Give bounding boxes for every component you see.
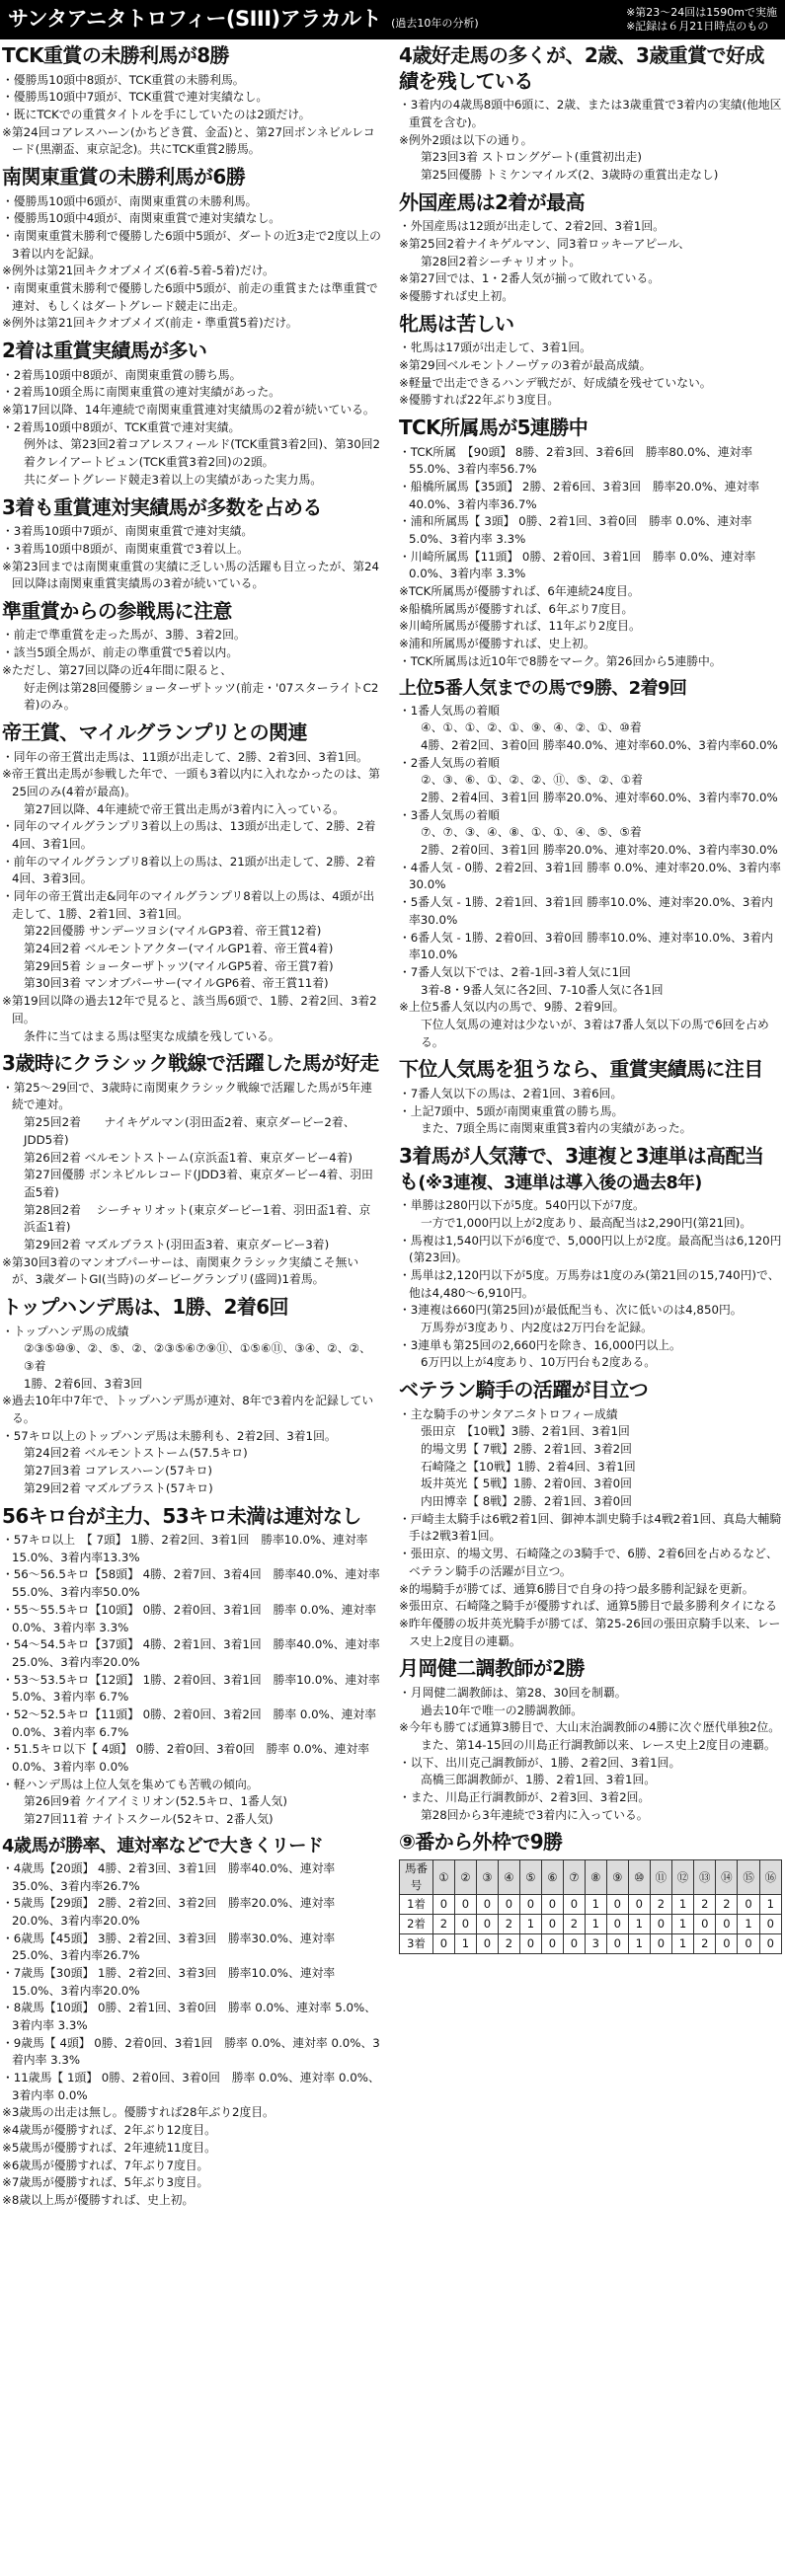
section [399, 190, 782, 306]
section-item: ※3歳馬の出走は無し。優勝すれば28年ぶり2度目。 [2, 2105, 275, 2120]
section-item: ※TCK所属馬が優勝すれば、6年連続24度目。 [399, 584, 640, 599]
section-item: ※船橋所属馬が優勝すれば、6年ぶり7度目。 [399, 601, 634, 616]
section-item: ・以下、出川克己調教師が、1勝、2着2回、3着1回。 [399, 1755, 681, 1770]
section-heading [2, 495, 381, 521]
gate-table-cell: 0 [650, 1915, 671, 1934]
section-item: 一方で1,000円以上が2度あり、最高配当は2,290円(第21回)。 [421, 1215, 752, 1230]
gate-table-cell: 0 [716, 1934, 738, 1954]
section-item: 第27回優勝 ボンネビルレコード(JDD3着、東京ダービー4着、羽田盃5着) [24, 1168, 373, 1199]
gate-table-cell: 0 [563, 1934, 585, 1954]
gate-table-cell: 2 [498, 1915, 519, 1934]
section-item: ・上記7頭中、5頭が南関東重賞の勝ち馬。 [399, 1103, 624, 1118]
section [399, 1378, 782, 1650]
section-item: 坂井英光【 5戦】1勝、2着0回、3着0回 [421, 1477, 632, 1491]
section-heading-text: 4歳馬が勝率、連対率などで大きくリード [2, 1835, 324, 1856]
section-item: 第23回3着 ストロングゲート(重賞初出走) [421, 150, 642, 165]
section-heading-text: 3歳時にクラシック戦線で活躍した馬が好走 [2, 1051, 379, 1076]
section [399, 677, 782, 1052]
section [2, 495, 381, 593]
gate-number-header: ⑨ [606, 1859, 628, 1895]
section-item: ・3着馬10頭中8頭が、南関東重賞で3着以上。 [2, 541, 249, 556]
section-item: 下位人気馬の連対は少ないが、3着は7番人気以下の馬で6回を占める。 [421, 1017, 769, 1049]
gate-number-header: ④ [498, 1859, 519, 1895]
section-item: ・5番人気 - 1勝、2着1回、3着1回 勝率10.0%、連対率20.0%、3着内率30.0% [399, 895, 773, 927]
gate-table-cell: 0 [498, 1895, 519, 1915]
section-item: ・3番人気馬の着順 [399, 807, 500, 822]
gate-table-cell: 0 [476, 1895, 498, 1915]
section-item: ②③⑤⑩⑨、②、⑤、②、②③⑤⑥⑦⑨⑪、①⑤⑥⑪、③④、②、②、③着 [24, 1341, 371, 1373]
gate-table-cell: 2 [650, 1895, 671, 1915]
gate-table-cell: 1 [671, 1895, 693, 1915]
gate-number-header: ⑫ [671, 1859, 693, 1895]
section-heading [399, 1656, 782, 1682]
section-item: ・戸崎圭太騎手は6戦2着1回、御神本訓史騎手は4戦2着1回、真島大輔騎手は2戦3着1回。 [399, 1511, 782, 1544]
section-item: 高橋三郎調教師が、1勝、2着1回、3着1回。 [421, 1773, 657, 1787]
section [2, 1295, 381, 1497]
section-item: ・6歳馬【45頭】 3勝、2着2回、3着3回 勝率30.0%、連対率25.0%、3着内率26.7% [2, 1931, 336, 1963]
section-item: ・9歳馬【 4頭】 0勝、2着0回、3着1回 勝率 0.0%、連対率 0.0%、3着内率 3.3% [2, 2035, 380, 2068]
section-item: ・53～53.5キロ【12頭】 1勝、2着0回、3着1回 勝率10.0%、連対率 5.0%、3着内率 6.7% [2, 1672, 380, 1705]
section-item: ※軽量で出走できるハンデ戦だが、好成績を残せていない。 [399, 375, 712, 390]
section-heading-text: 準重賞からの参戦馬に注意 [2, 598, 232, 623]
section-heading [399, 677, 782, 700]
section-item: ・6番人気 - 1勝、2着0回、3着0回 勝率10.0%、連対率10.0%、3着内率10.0% [399, 930, 773, 962]
section [2, 599, 381, 715]
section-item: ・3着内の4歳馬8頭中6頭に、2歳、または3歳重賞で3着内の実績(他地区重賞を含む)。 [399, 98, 782, 129]
gate-table-cell: 0 [541, 1934, 563, 1954]
section-item: ※浦和所属馬が優勝すれば、史上初。 [399, 637, 595, 651]
section-item: ・トップハンデ馬の成績 [2, 1324, 129, 1338]
section-item: ・優勝馬10頭中7頭が、TCK重賞で連対実績なし。 [2, 90, 269, 105]
gate-table-cell: 0 [454, 1915, 476, 1934]
section [399, 43, 782, 185]
section-heading-text: 月岡健二調教師が2勝 [399, 1656, 585, 1681]
gate-section [399, 1830, 782, 1954]
section-heading [2, 165, 381, 190]
gate-table-cell: 0 [738, 1895, 759, 1915]
gate-table-cell: 1 [671, 1934, 693, 1954]
gate-table-cell: 1 [738, 1915, 759, 1934]
gate-table-cell: 0 [716, 1915, 738, 1934]
gate-table-cell: 0 [606, 1934, 628, 1954]
section-item: ※例外は第21回キクオブメイズ(6着-5着-5着)だけ。 [2, 264, 275, 278]
section-item: ・57キロ以上のトップハンデ馬は未勝利も、2着2回、3着1回。 [2, 1428, 337, 1443]
section-item: 第22回優勝 サンデーツヨシ(マイルGP3着、帝王賞12着) [24, 924, 322, 939]
section-item: 第26回9着 ケイアイミリオン(52.5キロ、1番人気) [24, 1794, 287, 1809]
gate-number-header: ⑯ [759, 1859, 781, 1895]
section-heading [399, 312, 782, 338]
section [2, 720, 381, 1045]
section-item: 第28回から3年連続で3着内に入っている。 [421, 1807, 649, 1822]
gate-table-cell: 0 [759, 1934, 781, 1954]
section-heading-text: 2着は重賞実績馬が多い [2, 339, 207, 363]
gate-number-header: ③ [476, 1859, 498, 1895]
section-item: 第28回2着シーチャリオット。 [421, 254, 582, 268]
section-item: ※4歳馬が優勝すれば、2年ぶり12度目。 [2, 2123, 216, 2138]
section-item: 2勝、2着4回、3着1回 勝率20.0%、連対率60.0%、3着内率70.0% [421, 791, 778, 804]
section-item: 第26回2着 ベルモントストーム(京浜盃1着、東京ダービー4着) [24, 1150, 353, 1165]
section-item: ・TCK所属 【90頭】 8勝、2着3回、3着6回 勝率80.0%、連対率55.0%、3着内率56.7% [399, 444, 753, 477]
section-item: また、7頭全馬に南関東重賞3着内の実績があった。 [421, 1121, 692, 1136]
section-item: ・船橋所属馬【35頭】 2勝、2着6回、3着3回 勝率20.0%、連対率40.0%、3着内率36.7% [399, 479, 760, 511]
header-notes [626, 6, 777, 35]
section-item: ・主な騎手のサンタアニタトロフィー成績 [399, 1406, 618, 1421]
gate-table-cell: 1 [454, 1934, 476, 1954]
section-item: ②、③、⑥、①、②、②、⑪、⑤、②、①着 [421, 773, 643, 788]
section-heading-text: 南関東重賞の未勝利馬が6勝 [2, 165, 246, 189]
section-item: 内田博幸【 8戦】2勝、2着1回、3着0回 [421, 1494, 632, 1509]
section-item: ・54～54.5キロ【37頭】 4勝、2着1回、3着1回 勝率40.0%、連対率25.0%、3着内率20.0% [2, 1637, 380, 1669]
section-item: ・浦和所属馬【 3頭】 0勝、2着1回、3着0回 勝率 0.0%、連対率 5.0%、3着内率 3.3% [399, 514, 752, 547]
section-item: ・同年の帝王賞出走&同年のマイルグランプリ8着以上の馬は、4頭が出走して、1勝、2着1回、3着1回。 [2, 889, 375, 921]
section [399, 416, 782, 671]
gate-table-cell: 0 [454, 1895, 476, 1915]
gate-table-cell: 3 [585, 1934, 606, 1954]
gate-table-header-row [400, 1859, 782, 1895]
section-item: ・52～52.5キロ【11頭】 0勝、2着0回、3着2回 勝率 0.0%、連対率 0.0%、3着内率 6.7% [2, 1706, 377, 1739]
gate-row-label: 3着 [400, 1934, 433, 1954]
section [399, 312, 782, 410]
section-item: 第27回以降、4年連続で帝王賞出走馬が3着内に入っている。 [24, 801, 345, 816]
section-item: ※例外は第21回キクオブメイズ(前走・準重賞5着)だけ。 [2, 316, 298, 331]
gate-table-cell: 0 [432, 1934, 454, 1954]
gate-number-header: ⑥ [541, 1859, 563, 1895]
section-heading [399, 1057, 782, 1083]
section-heading [2, 339, 381, 364]
page-subtitle: (過去10年の分析) [391, 16, 479, 30]
gate-table-cell: 1 [628, 1915, 650, 1934]
gate-table-cell: 0 [541, 1915, 563, 1934]
section-heading [2, 720, 381, 746]
section-item: ・同年の帝王賞出走馬は、11頭が出走して、2勝、2着3回、3着1回。 [2, 749, 368, 764]
section-heading-text: 下位人気馬を狙うなら、重賞実績馬に注目 [399, 1057, 763, 1082]
section-item: ※7歳馬が優勝すれば、5年ぶり3度目。 [2, 2175, 209, 2190]
section-item: ※上位5番人気以内の馬で、9勝、2着9回。 [399, 1000, 625, 1015]
section-item: ・11歳馬【 1頭】 0勝、2着0回、3着0回 勝率 0.0%、連対率 0.0%、3着内率 0.0% [2, 2071, 380, 2102]
section-item: ・また、川島正行調教師が、2着3回、3着2回。 [399, 1789, 651, 1804]
gate-table-cell: 0 [694, 1915, 716, 1934]
section-item: 第24回2着 ベルモントアクター(マイルGP1着、帝王賞4着) [24, 942, 334, 956]
section-heading-note: (※3連複、3連単は導入後の過去8年) [418, 1173, 702, 1193]
section-item: ・3着馬10頭中7頭が、南関東重賞で連対実績。 [2, 524, 254, 539]
gate-number-header: ⑭ [716, 1859, 738, 1895]
section-item: ・51.5キロ以下【 4頭】 0勝、2着0回、3着0回 勝率 0.0%、連対率 0.0%、3着内率 0.0% [2, 1742, 370, 1775]
section-item: ・7番人気以下では、2着-1回-3着人気に1回 [399, 964, 631, 979]
section-heading: ⑨番から外枠で9勝 [399, 1830, 563, 1855]
section-heading [2, 43, 381, 69]
section-item: ・前年のマイルグランプリ8着以上の馬は、21頭が出走して、2勝、2着4回、3着3回。 [2, 854, 376, 886]
gate-table-cell: 1 [585, 1915, 606, 1934]
gate-table [399, 1859, 782, 1955]
gate-table-cell: 2 [498, 1934, 519, 1954]
section-heading-text: 3着馬が人気薄で、3連複と3連単は高配当も [399, 1143, 764, 1193]
section-heading-text: TCK所属馬が5連勝中 [399, 416, 589, 439]
gate-row-label: 2着 [400, 1915, 433, 1934]
section-item: ※優勝すれば22年ぶり3度目。 [399, 393, 560, 408]
gate-table-cell: 0 [606, 1895, 628, 1915]
section [2, 1504, 381, 1829]
section-item: ・張田京、的場文男、石崎隆之の3騎手で、6勝、2着6回を占めるなど、ベテラン騎手の活躍が目立つ。 [399, 1547, 778, 1578]
section-heading [399, 43, 782, 94]
gate-table-corner: 馬番号 [400, 1859, 433, 1895]
section-item: ・単勝は280円以下が5度。540円以下が7度。 [399, 1198, 645, 1213]
section-item: 4勝、2着2回、3着0回 勝率40.0%、連対率60.0%、3着内率60.0% [421, 737, 778, 752]
section-item: また、第14-15回の川島正行調教師以来、レース史上2度目の連覇。 [421, 1737, 776, 1752]
gate-table-cell: 0 [476, 1934, 498, 1954]
section-item: ・TCK所属馬は近10年で8勝をマーク。第26回から5連勝中。 [399, 653, 722, 668]
section-heading-text: 4歳好走馬の多くが、2歳、3歳重賞で好成績を残している [399, 43, 764, 93]
section [2, 1835, 381, 2210]
section-item: 第24回2着 ベルモントストーム(57.5キロ) [24, 1446, 248, 1461]
section-item: ※昨年優勝の坂井英光騎手が勝てば、第25-26回の張田京騎手以来、レース史上2度目の連覇。 [399, 1616, 781, 1648]
right-sections [399, 43, 782, 1824]
section-heading-text: トップハンデ馬は、1勝、2着6回 [2, 1295, 288, 1320]
section-item: ※6歳馬が優勝すれば、7年ぶり7度目。 [2, 2158, 209, 2172]
section-item: ※第25回2着ナイキゲルマン、同3着ロッキーアピール、 [399, 236, 690, 251]
section-item: ・7歳馬【30頭】 1勝、2着2回、3着3回 勝率10.0%、連対率15.0%、3着内率20.0% [2, 1965, 336, 1998]
gate-table-cell: 1 [759, 1895, 781, 1915]
section-item: ・第25～29回で、3歳時に南関東クラシック戦線で活躍した馬が5年連続で連対。 [2, 1080, 372, 1112]
section-item: ※過去10年中7年で、トップハンデ馬が連対、8年で3着内を記録している。 [2, 1394, 374, 1426]
section-heading-text: 牝馬は苦しい [399, 311, 514, 336]
section-heading [2, 1504, 381, 1530]
title-banner [0, 0, 785, 39]
gate-table-body [400, 1895, 782, 1954]
section-item: ・2着馬10頭全馬に南関東重賞の連対実績があった。 [2, 385, 280, 400]
section-item: ・月岡健二調教師は、第28、30回を制覇。 [399, 1685, 627, 1700]
gate-table-cell: 0 [650, 1934, 671, 1954]
section-item: ・4歳馬【20頭】 4勝、2着3回、3着1回 勝率40.0%、連対率35.0%、3着内率26.7% [2, 1860, 336, 1893]
page-title: サンタアニタトロフィー(SIII)アラカルト [8, 7, 382, 32]
gate-table-cell: 2 [694, 1895, 716, 1915]
gate-number-header: ⑦ [563, 1859, 585, 1895]
section-item: ・優勝馬10頭中6頭が、南関東重賞の未勝利馬。 [2, 193, 258, 208]
section-item: ※帝王賞出走馬が参戦した年で、一頭も3着以内に入れなかったのは、第25回のみ(4着が最高)。 [2, 767, 380, 798]
section-item: 共にダートグレード競走3着以上の実績があった実力馬。 [24, 472, 323, 487]
section-item: ※第30回3着のマンオブパーサーは、南関東クラシック実績こそ無いが、3歳ダートGⅠ(当時)のダービーグランプリ(盛岡)1着馬。 [2, 1254, 359, 1287]
section-item: 6万円以上が4度あり、10万円台も2度ある。 [421, 1355, 657, 1370]
section-item: ※第29回ベルモントノーヴァの3着が最高成績。 [399, 357, 652, 372]
gate-number-header: ⑧ [585, 1859, 606, 1895]
section-item: ※第24回コアレスハーン(かちどき賞、金盃)と、第27回ボンネビルレコード(黒潮盃、東京記念)。共にTCK重賞2勝馬。 [2, 124, 375, 157]
section-item: ・2着馬10頭中8頭が、TCK重賞で連対実績。 [2, 419, 241, 434]
section-item: ・川崎所属馬【11頭】 0勝、2着0回、3着1回 勝率 0.0%、連対率 0.0%、3着内率 3.3% [399, 549, 756, 581]
gate-table-cell: 0 [563, 1895, 585, 1915]
section-item: ・7番人気以下の馬は、2着1回、3着6回。 [399, 1086, 623, 1100]
gate-number-header: ⑩ [628, 1859, 650, 1895]
section-item: 石崎隆之【10戦】1勝、2着4回、3着1回 [421, 1459, 636, 1474]
gate-table-cell: 0 [606, 1915, 628, 1934]
section-item: ・同年のマイルグランプリ3着以上の馬は、13頭が出走して、2勝、2着4回、3着1回。 [2, 819, 376, 851]
section-heading [2, 599, 381, 625]
gate-table-cell: 1 [628, 1934, 650, 1954]
section-item: 第27回3着 コアレスハーン(57キロ) [24, 1464, 212, 1478]
section-heading [2, 1295, 381, 1321]
section-item: ※的場騎手が勝てば、通算6勝目で自身の持つ最多勝利記録を更新。 [399, 1581, 754, 1596]
section-item: ※ただし、第27回以降の近4年間に限ると、 [2, 662, 232, 677]
gate-table-cell: 0 [519, 1934, 541, 1954]
gate-table-cell: 2 [694, 1934, 716, 1954]
section-item: ・牝馬は17頭が出走して、3着1回。 [399, 341, 591, 355]
section-item: ・外国産馬は12頭が出走して、2着2回、3着1回。 [399, 219, 665, 234]
gate-table-cell: 2 [716, 1895, 738, 1915]
section-heading-text: TCK重賞の未勝利馬が8勝 [2, 43, 229, 67]
section-item: ④、①、①、②、①、⑨、④、②、①、⑩着 [421, 720, 642, 735]
gate-number-header: ② [454, 1859, 476, 1895]
section-item: ※優勝すれば史上初。 [399, 288, 514, 303]
section-item: ・8歳馬【10頭】 0勝、2着1回、3着0回 勝率 0.0%、連対率 5.0%、3着内率 3.3% [2, 2001, 376, 2032]
section-item: ※第17回以降、14年連続で南関東重賞連対実績馬の2着が続いている。 [2, 403, 375, 417]
section-item: 第29回5着 ショーターザトッツ(マイルGP5着、帝王賞7着) [24, 958, 334, 973]
gate-table-cell: 0 [759, 1915, 781, 1934]
right-column [399, 43, 782, 1960]
section-item: 第25回優勝 トミケンマイルズ(2、3歳時の重賞出走なし) [421, 167, 719, 182]
section-item: ⑦、⑦、③、④、⑧、①、①、④、⑤、⑤着 [421, 825, 642, 840]
section [2, 43, 381, 159]
section-heading [399, 190, 782, 216]
section-item: 第27回11着 ナイトスクール(52キロ、2番人気) [24, 1812, 274, 1827]
section-item: ・1番人気馬の着順 [399, 703, 500, 718]
gate-table-cell: 1 [585, 1895, 606, 1915]
section-item: 張田京 【10戦】3勝、2着1回、3着1回 [421, 1424, 630, 1439]
section-heading-text: ベテラン騎手の活躍が目立つ [399, 1378, 649, 1402]
section-item: ・馬複は1,540円以下が6度で、5,000円以上が2度。最高配当は6,120円(第23回)。 [399, 1233, 782, 1265]
section-heading [2, 1051, 381, 1077]
section-item: ・馬単は2,120円以下が5度。万馬券は1度のみ(第21回の15,740円)で、他は4,480～6,910円。 [399, 1267, 780, 1300]
section-item: 第29回2着 マズルブラスト(57キロ) [24, 1480, 213, 1495]
section-item: 第29回2着 マズルブラスト(羽田盃3着、東京ダービー3着) [24, 1237, 330, 1251]
section-item: ※川崎所属馬が優勝すれば、11年ぶり2度目。 [399, 619, 641, 634]
gate-number-header: ⑪ [650, 1859, 671, 1895]
gate-table-cell: 0 [541, 1895, 563, 1915]
section-heading-text: 3着も重賞連対実績馬が多数を占める [2, 494, 322, 519]
section-item: ・57キロ以上 【 7頭】 1勝、2着2回、3着1回 勝率10.0%、連対率15.0%、3着内率13.3% [2, 1533, 368, 1564]
section-heading-text: 56キロ台が主力、53キロ未満は連対なし [2, 1503, 361, 1528]
section-item: ※張田京、石崎隆之騎手が優勝すれば、通算5勝目で最多勝利タイになる [399, 1599, 777, 1614]
section [2, 165, 381, 333]
section-item: ・南関東重賞未勝利で優勝した6頭中5頭が、ダートの近3走で2度以上の3着以内を記録。 [2, 229, 381, 261]
section [2, 1051, 381, 1289]
section-heading [399, 1144, 782, 1194]
section-item: 例外は、第23回2着コアレスフィールド(TCK重賞3着2回)、第30回2着クレイアートビュン(TCK重賞3着2回)の2頭。 [24, 437, 381, 470]
section-item: ※例外2頭は以下の通り。 [399, 132, 533, 147]
section-item: ※第19回以降の過去12年で見ると、該当馬6頭で、1勝、2着2回、3着2回。 [2, 994, 377, 1025]
section [399, 1656, 782, 1824]
section-item: ・前走で準重賞を走った馬が、3勝、3着2回。 [2, 628, 246, 643]
gate-table-cell: 0 [519, 1895, 541, 1915]
section-item: ・4番人気 - 0勝、2着2回、3着1回 勝率 0.0%、連対率20.0%、3着内率30.0% [399, 860, 781, 892]
gate-table-cell: 1 [671, 1915, 693, 1934]
gate-table-cell: 2 [432, 1915, 454, 1934]
section-heading-text: 帝王賞、マイルグランプリとの関連 [2, 720, 307, 744]
section-item: ※第27回では、1・2番人気が揃って敗れている。 [399, 271, 661, 286]
section-item: ・軽ハンデ馬は上位人気を集めても苦戦の傾向。 [2, 1777, 259, 1791]
gate-table-cell: 0 [628, 1895, 650, 1915]
section [399, 1144, 782, 1372]
gate-number-header: ① [432, 1859, 454, 1895]
section-item: 過去10年で唯一の2勝調教師。 [421, 1703, 584, 1717]
section-item: 万馬券が3度あり、内2度は2万円台を記録。 [421, 1320, 653, 1334]
gate-table-row [400, 1895, 782, 1915]
gate-table-cell: 0 [476, 1915, 498, 1934]
gate-table-cell: 0 [738, 1934, 759, 1954]
section-heading-text: 上位5番人気までの馬で9勝、2着9回 [399, 677, 687, 699]
section [399, 1057, 782, 1138]
section [2, 339, 381, 489]
section-heading [2, 1835, 381, 1857]
section-item: ・3連複は660円(第25回)が最低配当も、次に低いのは4,850円。 [399, 1303, 743, 1318]
section-item: ※今年も勝てば通算3勝目で、大山末治調教師の4勝に次ぐ歴代単独2位。 [399, 1720, 781, 1735]
section-item: 第25回2着 ナイキゲルマン(羽田盃2着、東京ダービー2着、JDD5着) [24, 1115, 355, 1147]
section-item: ・優勝馬10頭中8頭が、TCK重賞の未勝利馬。 [2, 72, 245, 87]
section-item: 第28回2着 シーチャリオット(東京ダービー1着、羽田盃1着、京浜盃1着) [24, 1202, 371, 1235]
section-item: 3着-8・9番人気に各2回、7-10番人気に各1回 [421, 982, 664, 997]
section-item: ※8歳以上馬が優勝すれば、史上初。 [2, 2192, 195, 2207]
section-item: 2勝、2着0回、3着1回 勝率20.0%、連対率20.0%、3着内率30.0% [421, 843, 778, 858]
section-heading [399, 416, 782, 441]
section-item: ※第23回までは南関東重賞の実績に乏しい馬の活躍も目立ったが、第24回以降は南関東重賞実績馬の3着が続いている。 [2, 559, 380, 591]
section-item: ・南関東重賞未勝利で優勝した6頭中5頭が、前走の重賞または準重賞で連対、もしくはダートグレード競走に出走。 [2, 281, 378, 313]
gate-number-header: ⑤ [519, 1859, 541, 1895]
gate-table-cell: 0 [432, 1895, 454, 1915]
gate-table-cell: 1 [519, 1915, 541, 1934]
section-item: 1勝、2着6回、3着3回 [24, 1376, 143, 1391]
section-item: 的場文男【 7戦】2勝、2着1回、3着2回 [421, 1442, 632, 1456]
section-item: ※5歳馬が優勝すれば、2年連続11度目。 [2, 2140, 216, 2155]
section-item: ・2着馬10頭中8頭が、南関東重賞の勝ち馬。 [2, 367, 242, 382]
gate-table-row [400, 1915, 782, 1934]
section-item: ・既にTCKでの重賞タイトルを手にしていたのは2頭だけ。 [2, 107, 311, 121]
gate-number-header: ⑬ [694, 1859, 716, 1895]
section-item: ・該当5頭全馬が、前走の準重賞で5着以内。 [2, 645, 239, 660]
section-item: ・5歳馬【29頭】 2勝、2着2回、3着2回 勝率20.0%、連対率20.0%、3着内率20.0% [2, 1896, 336, 1928]
section-item: ・2番人気馬の着順 [399, 755, 500, 770]
gate-number-header: ⑮ [738, 1859, 759, 1895]
section-item: ・優勝馬10頭中4頭が、南関東重賞で連対実績なし。 [2, 211, 281, 226]
section-item: 好走例は第28回優勝ショーターザトッツ(前走・'07スターライトC2着)のみ。 [24, 680, 379, 713]
left-column [2, 43, 381, 2216]
section-item: ・3連単も第25回の2,660円を除き、16,000円以上。 [399, 1337, 681, 1352]
section-item: ・55～55.5キロ【10頭】 0勝、2着0回、3着1回 勝率 0.0%、連対率 0.0%、3着内率 3.3% [2, 1602, 377, 1634]
gate-row-label: 1着 [400, 1895, 433, 1915]
gate-table-cell: 2 [563, 1915, 585, 1934]
section-item: 条件に当てはまる馬は堅実な成績を残している。 [24, 1028, 280, 1043]
gate-table-row [400, 1934, 782, 1954]
header-note: ※第23～24回は1590mで実施 [626, 5, 777, 19]
section-item: 第30回3着 マンオブパーサー(マイルGP6着、帝王賞11着) [24, 976, 329, 991]
section-heading-text: 外国産馬は2着が最高 [399, 189, 585, 214]
section-heading [399, 1378, 782, 1403]
header-note: ※記録は６月21日時点のもの [626, 20, 769, 33]
section-item: ・56～56.5キロ【58頭】 4勝、2着7回、3着4回 勝率40.0%、連対率55.0%、3着内率50.0% [2, 1567, 380, 1600]
